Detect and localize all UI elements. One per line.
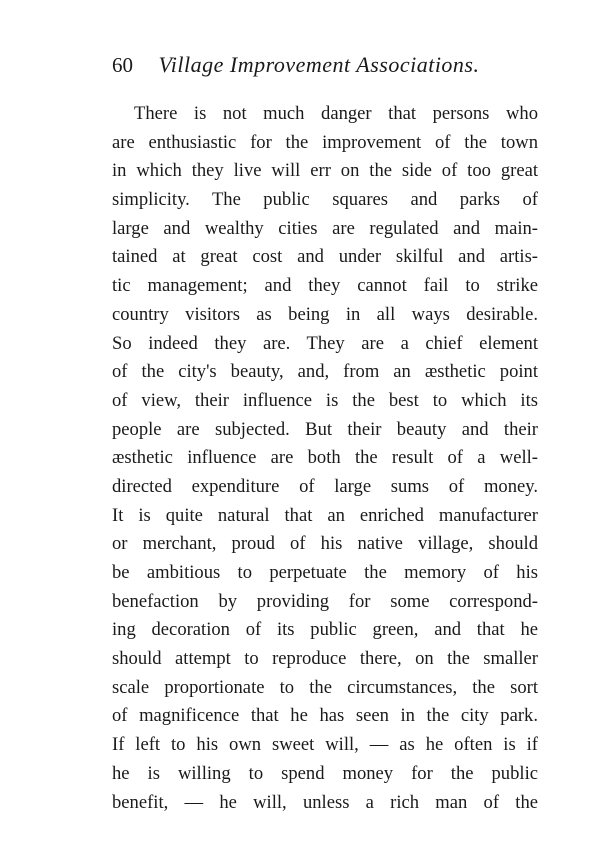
- running-header: [112, 52, 552, 78]
- text-line: tained at great cost and under skilful and artis-: [112, 246, 538, 268]
- text-line: or merchant, proud of his native village, should: [112, 533, 538, 555]
- text-line: benefaction by providing for some correspond-: [112, 590, 538, 612]
- page-number: 60: [112, 53, 133, 77]
- text-line: benefit, — he will, unless a rich man of the: [112, 791, 538, 813]
- text-line: There is not much danger that persons who: [134, 103, 538, 124]
- text-line: are enthusiastic for the improvement of the town: [112, 131, 538, 153]
- text-line: country visitors as being in all ways desirable.: [112, 303, 538, 325]
- text-line: people are subjected. But their beauty and their: [112, 418, 538, 440]
- text-line: large and wealthy cities are regulated and main-: [112, 217, 538, 239]
- text-line: ing decoration of its public green, and that he: [112, 619, 538, 641]
- text-line: he is willing to spend money for the public: [112, 762, 538, 784]
- text-line: It is quite natural that an enriched manufacturer: [112, 504, 538, 526]
- text-line: æsthetic influence are both the result of a well-: [112, 447, 538, 469]
- text-line: So indeed they are. They are a chief element: [112, 332, 538, 354]
- running-title: Village Improvement Associations.: [158, 52, 480, 77]
- text-line: scale proportionate to the circumstances, the sort: [112, 676, 538, 698]
- text-line: tic management; and they cannot fail to strike: [112, 275, 538, 297]
- text-line: directed expenditure of large sums of money.: [112, 475, 538, 497]
- text-line: of view, their influence is the best to which its: [112, 389, 538, 411]
- text-line: simplicity. The public squares and parks of: [112, 189, 538, 211]
- text-line: If left to his own sweet will, — as he often is if: [112, 734, 538, 756]
- text-line: in which they live will err on the side of too great: [112, 160, 538, 182]
- text-line: of the city's beauty, and, from an æsthetic point: [112, 361, 538, 383]
- text-line: should attempt to reproduce there, on the smaller: [112, 648, 538, 670]
- text-line: be ambitious to perpetuate the memory of his: [112, 562, 538, 583]
- body-text: [112, 100, 538, 817]
- text-line: of magnificence that he has seen in the city park.: [112, 705, 538, 727]
